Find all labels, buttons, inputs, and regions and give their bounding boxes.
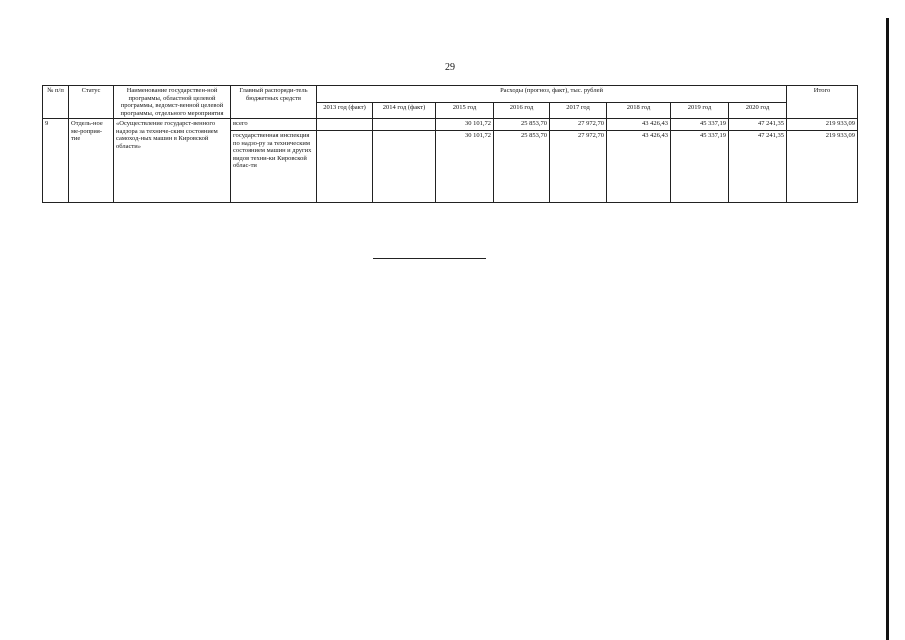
value-cell: 43 426,43 <box>607 119 671 131</box>
header-num: № п/п <box>43 86 69 119</box>
header-expenses: Расходы (прогноз, факт), тыс. рублей <box>317 86 787 103</box>
page-number: 29 <box>445 62 455 73</box>
header-year: 2019 год <box>671 102 729 119</box>
value-cell <box>373 119 436 131</box>
value-cell: 27 972,70 <box>550 131 607 203</box>
value-cell: 47 241,35 <box>729 119 787 131</box>
value-cell: 43 426,43 <box>607 131 671 203</box>
value-cell <box>317 131 373 203</box>
header-year: 2018 год <box>607 102 671 119</box>
header-year: 2017 год <box>550 102 607 119</box>
row-distributor: всего <box>231 119 317 131</box>
budget-table <box>42 85 858 203</box>
value-cell: 27 972,70 <box>550 119 607 131</box>
row-name: «Осуществление государст-венного надзора за техниче-ским состоянием самоход-ных машин в Кировской области» <box>114 119 231 203</box>
value-cell: 45 337,19 <box>671 131 729 203</box>
value-cell: 30 101,72 <box>436 119 494 131</box>
value-cell: 25 853,70 <box>494 119 550 131</box>
header-name: Наименование государствен-ной программы, областной целевой программы, ведомст-венной целевой программы, отдельного мероприятия <box>114 86 231 119</box>
row-status: Отдель-ное ме-роприя-тие <box>69 119 114 203</box>
total-cell: 219 933,09 <box>787 119 858 131</box>
value-cell <box>373 131 436 203</box>
header-year: 2016 год <box>494 102 550 119</box>
header-year: 2020 год <box>729 102 787 119</box>
header-year: 2014 год (факт) <box>373 102 436 119</box>
header-total: Итого <box>787 86 858 119</box>
end-divider-line <box>373 258 486 259</box>
value-cell: 45 337,19 <box>671 119 729 131</box>
value-cell: 30 101,72 <box>436 131 494 203</box>
value-cell <box>317 119 373 131</box>
header-year: 2015 год <box>436 102 494 119</box>
value-cell: 47 241,35 <box>729 131 787 203</box>
header-year: 2013 год (факт) <box>317 102 373 119</box>
value-cell: 25 853,70 <box>494 131 550 203</box>
header-distributor: Главный распоряди-тель бюджетных средств <box>231 86 317 119</box>
right-edge-bar <box>886 18 889 640</box>
total-cell: 219 933,09 <box>787 131 858 203</box>
row-num: 9 <box>43 119 69 203</box>
row-distributor: государственная инспекция по надзо-ру за техническим состоянием машин и других видов техни-ки Кировской облас-ти <box>231 131 317 203</box>
header-status: Статус <box>69 86 114 119</box>
